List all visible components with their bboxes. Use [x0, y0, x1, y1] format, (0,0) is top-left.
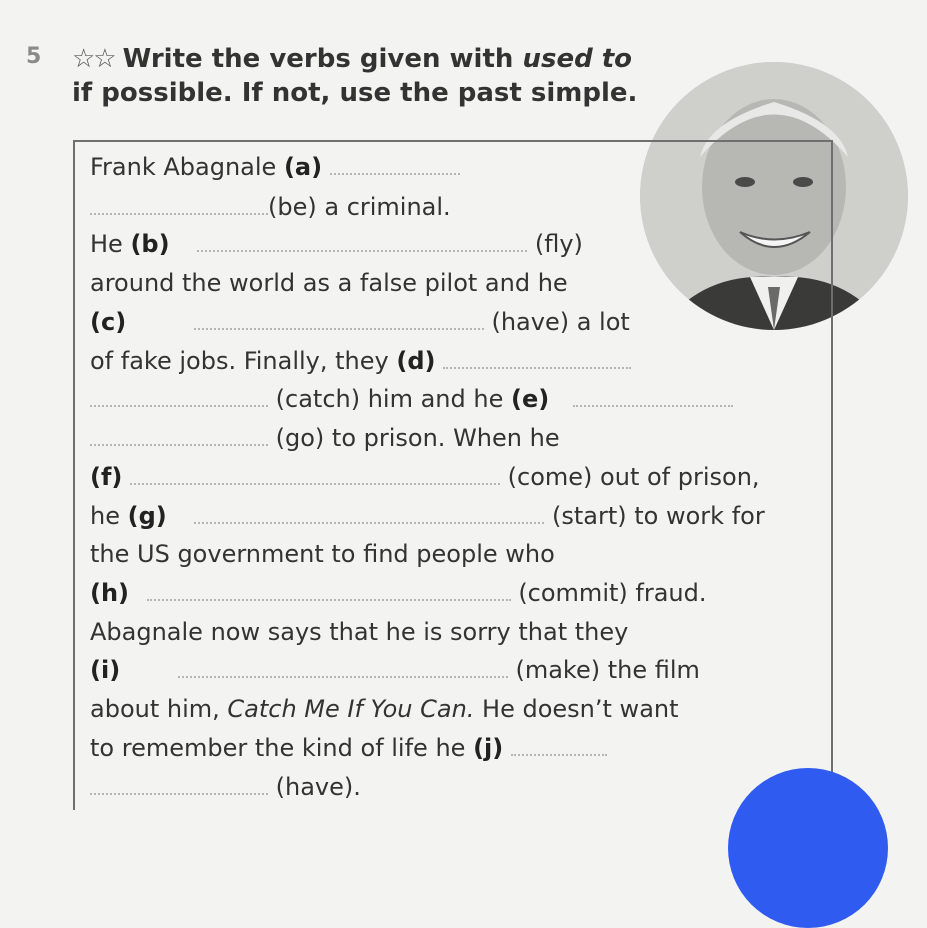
- answer-blank-a[interactable]: [330, 163, 460, 175]
- answer-blank-h[interactable]: [147, 589, 511, 601]
- answer-blank-a-cont[interactable]: [90, 203, 268, 215]
- text-line-3: He (b) (fly): [90, 230, 583, 258]
- text-line-2: (be) a criminal.: [90, 192, 451, 222]
- gap-label-h: (h): [90, 579, 130, 607]
- exercise-heading: [72, 42, 672, 110]
- gap-label-e: (e): [511, 385, 550, 413]
- text-line-14: (i) (make) the film: [90, 656, 700, 684]
- text-line-4: around the world as a false pilot and he: [90, 269, 568, 297]
- text-line-1: Frank Abagnale (a): [90, 152, 460, 182]
- text-line-17: (have).: [90, 772, 361, 802]
- answer-blank-e-cont[interactable]: [90, 434, 268, 446]
- answer-blank-g[interactable]: [194, 512, 544, 524]
- gap-label-c: (c): [90, 308, 127, 336]
- answer-blank-c[interactable]: [194, 318, 484, 330]
- text-line-6: of fake jobs. Finally, they (d): [90, 346, 631, 376]
- exercise-number: 5: [26, 44, 42, 69]
- film-title: Catch Me If You Can.: [227, 695, 475, 723]
- gap-label-g: (g): [127, 502, 167, 530]
- answer-blank-j-cont[interactable]: [90, 783, 268, 795]
- text-line-11: the US government to find people who: [90, 540, 555, 568]
- text-line-9: (f) (come) out of prison,: [90, 463, 760, 491]
- answer-blank-b[interactable]: [197, 240, 527, 252]
- heading-emphasis: used to: [522, 44, 633, 74]
- blue-circle-icon: [728, 768, 888, 928]
- difficulty-stars-icon: ☆☆: [72, 44, 115, 74]
- text-line-5: (c) (have) a lot: [90, 308, 630, 336]
- answer-blank-f[interactable]: [130, 473, 500, 485]
- gap-label-a: (a): [283, 153, 323, 181]
- text-line-7: (catch) him and he (e): [90, 384, 733, 414]
- answer-blank-i[interactable]: [178, 666, 508, 678]
- answer-blank-e[interactable]: [573, 395, 733, 407]
- text-line-12: (h) (commit) fraud.: [90, 579, 707, 607]
- text-line-16: to remember the kind of life he (j): [90, 733, 607, 763]
- answer-blank-j[interactable]: [511, 744, 607, 756]
- answer-blank-d[interactable]: [443, 357, 631, 369]
- heading-text: Write the verbs given with: [122, 44, 523, 74]
- gap-label-i: (i): [90, 656, 121, 684]
- text-line-8: (go) to prison. When he: [90, 423, 560, 453]
- gap-label-d: (d): [396, 347, 436, 375]
- heading-text-line2: if possible. If not, use the past simple.: [72, 78, 638, 108]
- gap-label-j: (j): [473, 734, 504, 762]
- gap-label-b: (b): [130, 230, 170, 258]
- gap-label-f: (f): [90, 463, 123, 491]
- answer-blank-d-cont[interactable]: [90, 395, 268, 407]
- text-line-10: he (g) (start) to work for: [90, 502, 765, 530]
- text-line-15: about him, Catch Me If You Can. He doesn’t want: [90, 695, 679, 723]
- text-line-13: Abagnale now says that he is sorry that they: [90, 618, 629, 646]
